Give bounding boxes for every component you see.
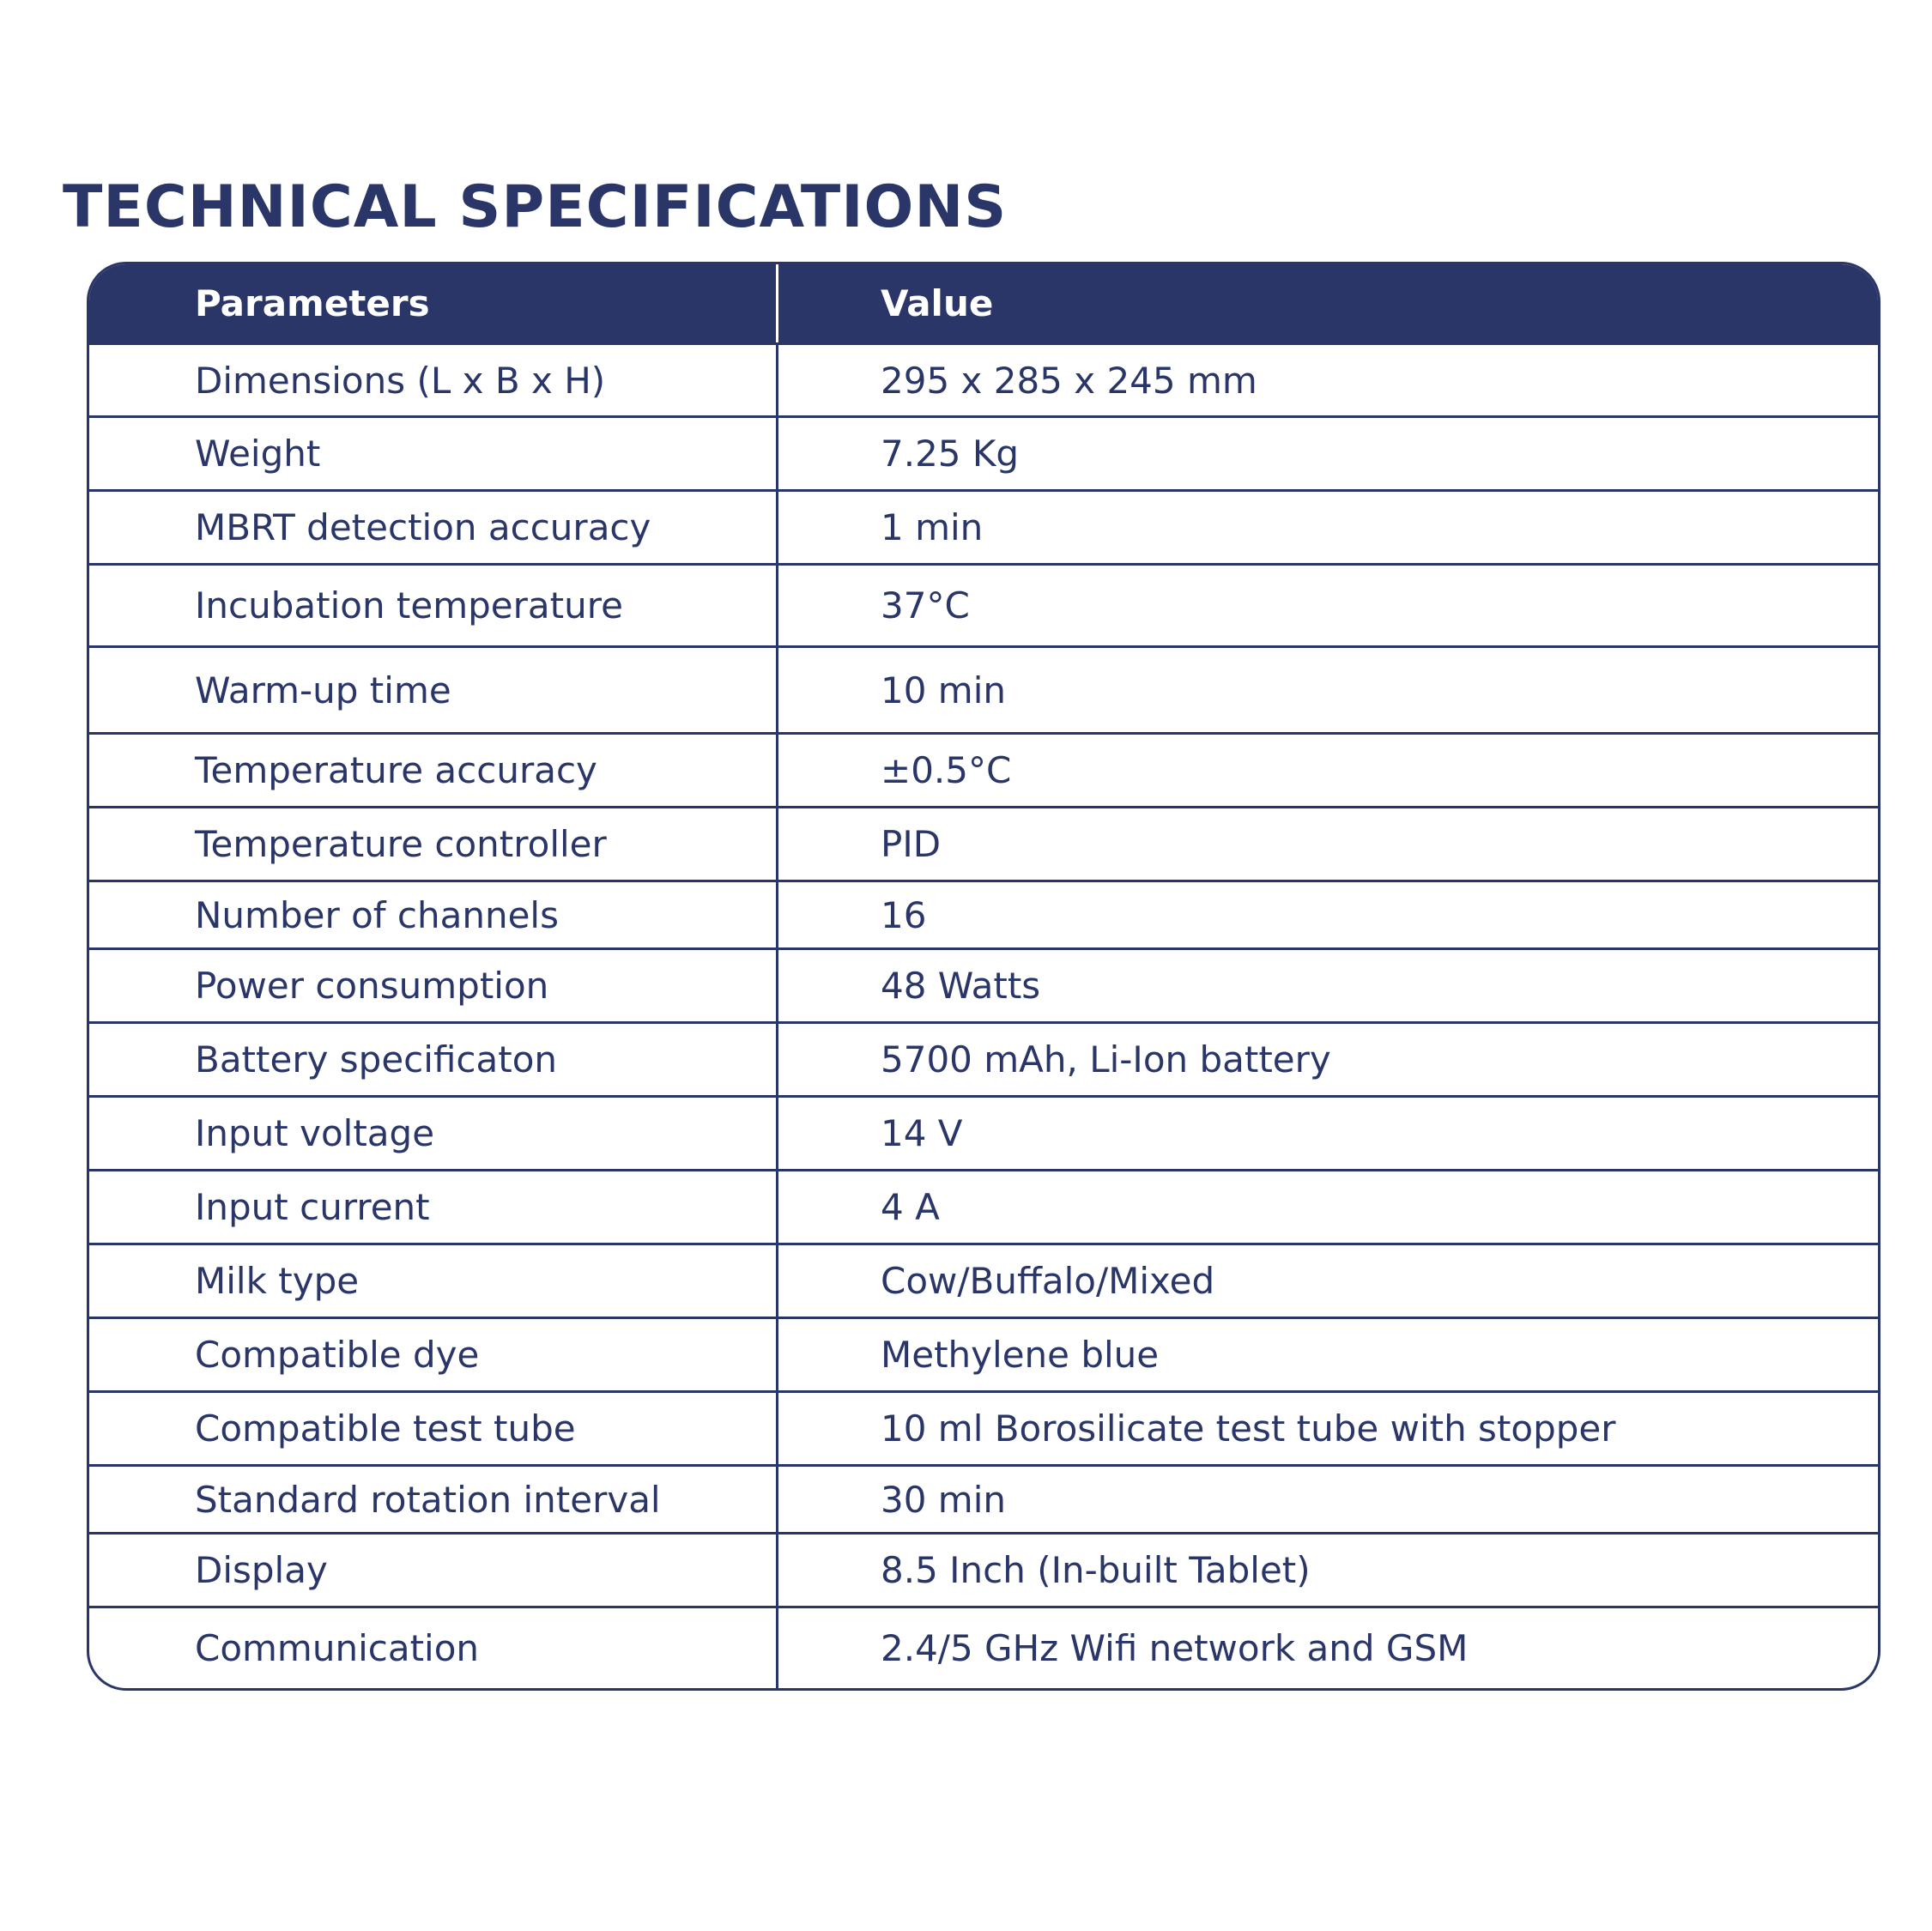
value-cell: 295 x 285 x 245 mm	[881, 359, 1257, 402]
parameter-cell: Warm-up time	[89, 648, 778, 732]
value-cell: 16	[881, 893, 927, 936]
table-row	[89, 732, 1878, 806]
value-cell: Cow/Buffalo/Mixed	[881, 1260, 1215, 1302]
table-row	[89, 563, 1878, 645]
value-cell: 30 min	[881, 1478, 1006, 1521]
parameter-cell: Compatible test tube	[89, 1393, 778, 1464]
parameter-cell: MBRT detection accuracy	[89, 492, 778, 563]
table-row	[89, 1532, 1878, 1606]
value-cell: 4 A	[881, 1186, 940, 1228]
value-cell: Methylene blue	[881, 1334, 1160, 1376]
value-cell: 1 min	[881, 506, 984, 548]
parameter-cell: Power consumption	[89, 950, 778, 1021]
value-cell: 2.4/5 GHz Wifi network and GSM	[881, 1627, 1469, 1669]
table-row	[89, 1317, 1878, 1390]
value-cell: 14 V	[881, 1112, 963, 1154]
parameter-cell: Temperature controller	[89, 808, 778, 880]
table-row	[89, 1095, 1878, 1169]
column-header-value: Value	[881, 282, 994, 324]
parameter-cell: Communication	[89, 1608, 778, 1688]
table-row	[89, 1243, 1878, 1317]
value-cell: 37°C	[881, 584, 970, 627]
specifications-table	[87, 262, 1881, 1691]
value-cell: PID	[881, 823, 942, 865]
value-cell: 10 ml Borosilicate test tube with stopper	[881, 1407, 1616, 1450]
parameter-cell: Input current	[89, 1171, 778, 1243]
table-row	[89, 645, 1878, 732]
table-row	[89, 415, 1878, 489]
table-row	[89, 489, 1878, 563]
value-cell: 10 min	[881, 669, 1006, 711]
parameter-cell: Number of channels	[89, 882, 778, 947]
parameter-cell: Display	[89, 1535, 778, 1606]
table-row	[89, 806, 1878, 880]
table-row	[89, 1390, 1878, 1464]
parameter-cell: Battery specificaton	[89, 1024, 778, 1095]
table-row	[89, 880, 1878, 947]
column-header-parameters: Parameters	[89, 264, 778, 342]
value-cell: 5700 mAh, Li-Ion battery	[881, 1038, 1331, 1081]
table-row	[89, 947, 1878, 1021]
value-cell: 8.5 Inch (In-built Tablet)	[881, 1549, 1311, 1591]
table-row	[89, 1169, 1878, 1243]
parameter-cell: Compatible dye	[89, 1319, 778, 1390]
parameter-cell: Input voltage	[89, 1098, 778, 1169]
parameter-cell: Standard rotation interval	[89, 1467, 778, 1532]
table-row	[89, 1464, 1878, 1532]
value-cell: ±0.5°C	[881, 749, 1012, 791]
page-title: TECHNICAL SPECIFICATIONS	[63, 173, 1008, 241]
table-row	[89, 1021, 1878, 1095]
value-cell: 48 Watts	[881, 965, 1041, 1007]
parameter-cell: Dimensions (L x B x H)	[89, 345, 778, 415]
table-row	[89, 1606, 1878, 1688]
value-cell: 7.25 Kg	[881, 433, 1020, 475]
parameter-cell: Incubation temperature	[89, 566, 778, 645]
table-header-row	[89, 264, 1878, 342]
parameter-cell: Temperature accuracy	[89, 735, 778, 806]
parameter-cell: Milk type	[89, 1245, 778, 1317]
table-row	[89, 342, 1878, 415]
parameter-cell: Weight	[89, 418, 778, 489]
